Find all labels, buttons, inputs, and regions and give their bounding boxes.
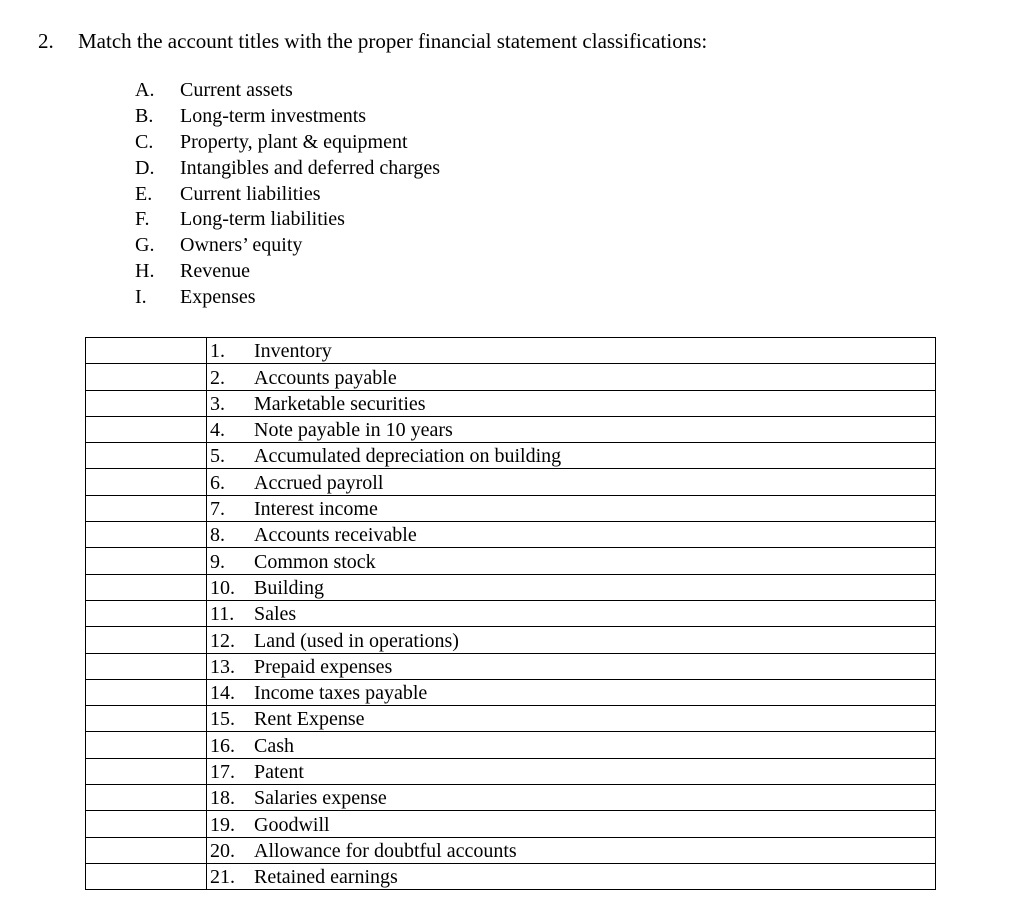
table-row [86, 495, 936, 521]
account-number: 5. [210, 445, 225, 468]
table-row [86, 443, 936, 469]
classification-item [135, 78, 440, 104]
account-cell [207, 837, 936, 863]
table-row [86, 627, 936, 653]
account-cell [207, 338, 936, 364]
question-heading [38, 27, 707, 55]
classification-letter: I. [135, 286, 147, 309]
table-row [86, 811, 936, 837]
answer-cell[interactable] [86, 574, 207, 600]
account-number: 6. [210, 471, 225, 494]
answer-cell[interactable] [86, 548, 207, 574]
account-title: Sales [254, 603, 297, 626]
answer-cell[interactable] [86, 679, 207, 705]
account-number: 16. [210, 734, 235, 757]
account-number: 4. [210, 419, 225, 442]
account-number: 14. [210, 682, 235, 705]
account-cell [207, 627, 936, 653]
classification-letter: F. [135, 208, 150, 231]
classification-letter: D. [135, 156, 155, 179]
account-number: 15. [210, 708, 235, 731]
account-number: 20. [210, 839, 235, 862]
table-row [86, 837, 936, 863]
answer-cell[interactable] [86, 837, 207, 863]
account-cell [207, 758, 936, 784]
answer-cell[interactable] [86, 338, 207, 364]
account-cell [207, 863, 936, 889]
account-title: Prepaid expenses [254, 655, 393, 678]
account-title: Salaries expense [254, 787, 387, 810]
classification-label: Current assets [180, 79, 293, 101]
table-row [86, 390, 936, 416]
account-cell [207, 600, 936, 626]
account-title: Accounts receivable [254, 524, 417, 547]
account-title: Building [254, 576, 325, 599]
classification-label: Expenses [180, 286, 256, 309]
classification-label: Long-term investments [180, 104, 367, 127]
account-number: 7. [210, 498, 225, 521]
account-number: 18. [210, 787, 235, 810]
classification-letter: H. [135, 260, 155, 283]
account-cell [207, 416, 936, 442]
question-text: Match the account titles with the proper financial statement classifications: [78, 29, 708, 53]
account-cell [207, 469, 936, 495]
account-title: Accumulated depreciation on building [254, 445, 562, 468]
account-title: Patent [254, 761, 304, 784]
answer-cell[interactable] [86, 706, 207, 732]
classification-item [135, 285, 440, 311]
classification-letter: A. [135, 79, 155, 101]
answer-cell[interactable] [86, 758, 207, 784]
table-row [86, 758, 936, 784]
classification-label: Current liabilities [180, 182, 321, 205]
table-row [86, 338, 936, 364]
answer-cell[interactable] [86, 811, 207, 837]
account-cell [207, 785, 936, 811]
table-row [86, 732, 936, 758]
answer-cell[interactable] [86, 732, 207, 758]
classification-label: Intangibles and deferred charges [180, 156, 441, 179]
account-title: Cash [254, 734, 294, 757]
account-number: 3. [210, 392, 225, 415]
account-number: 17. [210, 761, 235, 784]
account-number: 13. [210, 655, 235, 678]
account-cell [207, 495, 936, 521]
answer-cell[interactable] [86, 469, 207, 495]
account-title: Rent Expense [254, 708, 365, 731]
account-title: Accounts payable [254, 366, 397, 389]
answer-cell[interactable] [86, 653, 207, 679]
account-number: 8. [210, 524, 225, 547]
table-row [86, 706, 936, 732]
account-title: Land (used in operations) [254, 629, 459, 652]
account-cell [207, 548, 936, 574]
table-row [86, 522, 936, 548]
answer-cell[interactable] [86, 785, 207, 811]
account-number: 10. [210, 576, 235, 599]
classification-letter: E. [135, 182, 153, 205]
account-cell [207, 574, 936, 600]
classification-list [135, 78, 440, 311]
account-cell [207, 522, 936, 548]
table-row [86, 785, 936, 811]
account-cell [207, 390, 936, 416]
answer-cell[interactable] [86, 627, 207, 653]
table-row [86, 679, 936, 705]
classification-item [135, 156, 440, 182]
account-number: 11. [210, 603, 235, 626]
classification-letter: C. [135, 130, 154, 153]
account-number: 1. [210, 340, 225, 363]
classification-label: Property, plant & equipment [180, 130, 408, 153]
account-title: Inventory [254, 340, 332, 363]
classification-item [135, 233, 440, 259]
classification-item [135, 104, 440, 130]
classification-label: Long-term liabilities [180, 208, 345, 231]
account-cell [207, 811, 936, 837]
classification-item [135, 207, 440, 233]
table-row [86, 653, 936, 679]
matching-table [85, 337, 936, 890]
classification-item [135, 259, 440, 285]
answer-cell[interactable] [86, 522, 207, 548]
account-cell [207, 443, 936, 469]
account-cell [207, 706, 936, 732]
account-cell [207, 679, 936, 705]
account-title: Interest income [254, 498, 378, 521]
answer-cell[interactable] [86, 495, 207, 521]
table-row [86, 574, 936, 600]
account-title: Note payable in 10 years [254, 419, 453, 442]
table-row [86, 600, 936, 626]
account-cell [207, 653, 936, 679]
answer-cell[interactable] [86, 443, 207, 469]
account-title: Goodwill [254, 813, 330, 836]
table-row [86, 863, 936, 889]
table-row [86, 364, 936, 390]
classification-label: Owners’ equity [180, 234, 303, 257]
answer-cell[interactable] [86, 600, 207, 626]
account-title: Marketable securities [254, 392, 426, 415]
account-cell [207, 732, 936, 758]
account-cell [207, 364, 936, 390]
account-number: 12. [210, 629, 235, 652]
table-row [86, 469, 936, 495]
account-number: 9. [210, 550, 225, 573]
account-title: Retained earnings [254, 866, 398, 889]
classification-letter: G. [135, 234, 155, 257]
answer-cell[interactable] [86, 863, 207, 889]
classification-item [135, 130, 440, 156]
question-number: 2. [38, 29, 54, 53]
classification-label: Revenue [180, 260, 250, 283]
account-title: Accrued payroll [254, 471, 384, 494]
answer-cell[interactable] [86, 364, 207, 390]
account-title: Income taxes payable [254, 682, 428, 705]
account-number: 21. [210, 866, 235, 889]
account-number: 19. [210, 813, 235, 836]
answer-cell[interactable] [86, 390, 207, 416]
answer-cell[interactable] [86, 416, 207, 442]
account-title: Allowance for doubtful accounts [254, 839, 517, 862]
account-number: 2. [210, 366, 225, 389]
table-row [86, 548, 936, 574]
table-row [86, 416, 936, 442]
classification-item [135, 182, 440, 208]
account-title: Common stock [254, 550, 376, 573]
classification-letter: B. [135, 104, 154, 127]
